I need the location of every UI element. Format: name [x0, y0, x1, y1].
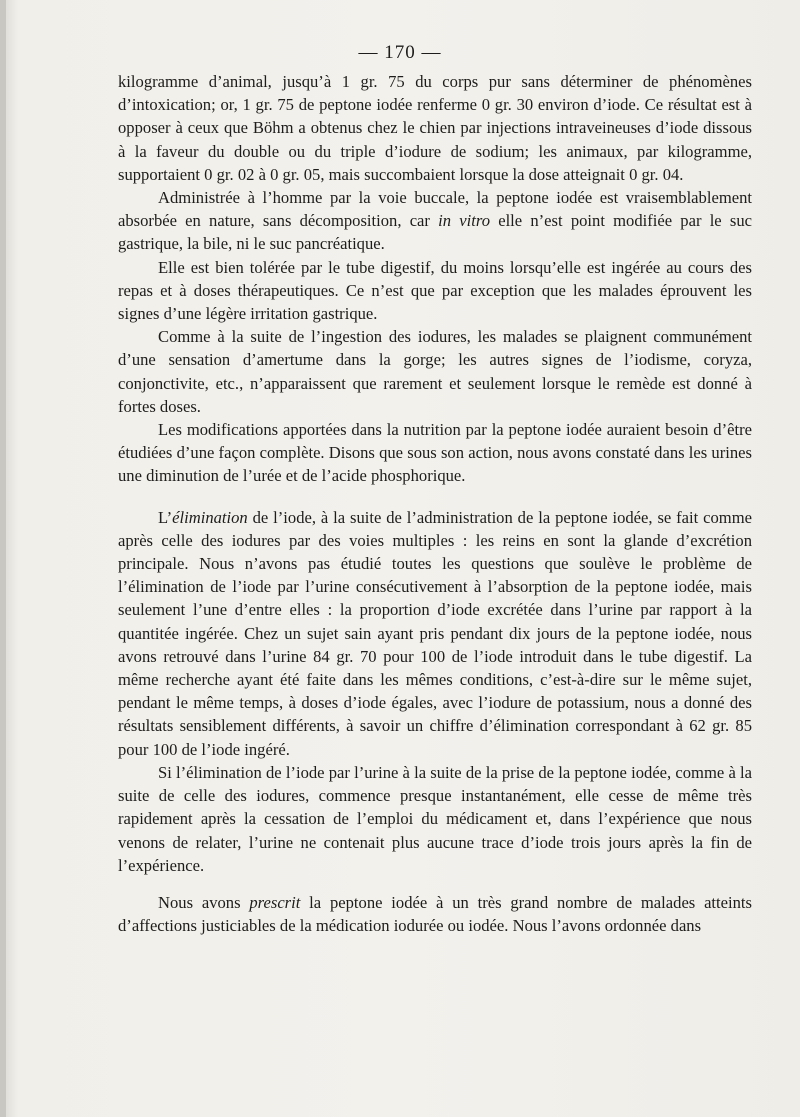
text-run: Comme à la suite de l’ingestion des iodures, les malades se plaignent communément d’une sensation d’amertume dans la gorge; les autres signes de l’iodisme, coryza, conjonctivite, etc., n’apparaissent que rarement et seulement lorsque le remède est donné à fortes doses.: [118, 327, 752, 416]
body-text: [118, 70, 752, 937]
italic-text: prescrit: [249, 892, 301, 912]
text-run: de l’iode, à la suite de l’administration de la peptone iodée, se fait comme après celle des iodures par des voies multiples : les reins en sont la glande d’excrétion principale. Nous n’avons pas étudié toutes les questions que soulève le problème de l’élimination de l’iode par l’urine consécutivement à l’absorption de la peptone iodée, mais seulement l’une d’entre elles : la proportion d’iode excrétée dans l’urine par rapport à la quantitée ingérée. Chez un sujet sain ayant pris pendant dix jours de la peptone iodée, nous avons retrouvé dans l’urine 84 gr. 70 pour 100 de l’iode introduit dans le tube digestif. La même recherche ayant été faite dans les mêmes conditions, c’est-à-dire sur le même sujet, pendant le même temps, à doses d’iode égales, avec l’iodure de potassium, nous a donné des résultats sensiblement différents, à savoir un chiffre d’élimination correspondant à 62 gr. 85 pour 100 de l’iode ingéré.: [118, 507, 752, 759]
text-run: L’: [158, 507, 173, 527]
italic-text: in vitro: [438, 211, 490, 231]
paragraph-p8: [118, 891, 752, 937]
text-run: elle n’est point modifiée par le suc gastrique, la bile, ni le suc pancréatique.: [118, 211, 752, 254]
text-run: Les modifications apportées dans la nutrition par la peptone iodée auraient besoin d’être étudiées d’une façon complète. Disons que sous son action, nous avons constaté dans les urines une diminution de l’urée et de l’acide phosphorique.: [118, 420, 752, 486]
text-run: kilogramme d’animal, jusqu’à 1 gr. 75 du corps pur sans déterminer de phénomènes d’intoxication; or, 1 gr. 75 de peptone iodée renferme 0 gr. 30 environ d’iode. Ce résultat est à opposer à ceux que Böhm a obtenus chez le chien par injections intraveineuses d’iode dissous à la faveur du double ou du triple d’iodure de sodium; les animaux, par kilogramme, supportaient 0 gr. 02 à 0 gr. 05, mais succombaient lorsque la dose atteignait 0 gr. 04.: [118, 72, 752, 184]
text-run: Si l’élimination de l’iode par l’urine à la suite de la prise de la peptone iodée, comme à la suite de celle des iodures, commence presque instantanément, elle cesse de même très rapidement après la cessation de l’emploi du médicament et, dans l’expérience que nous venons de relater, l’urine ne contenait plus aucune trace d’iode trois jours après la fin de l’expérience.: [118, 762, 752, 875]
text-run: Administrée à l’homme par la voie buccale, la peptone iodée est vraisemblablement absorbée en nature, sans décomposition, car: [118, 188, 752, 231]
text-run: Nous avons: [158, 892, 250, 912]
page-edge-shadow: [0, 0, 6, 1117]
paragraph-p1: [118, 70, 752, 186]
text-run: Elle est bien tolérée par le tube digestif, du moins lorsqu’elle est ingérée au cours des repas et à doses thérapeutiques. Ce n’est que par exception que les malades éprouvent les signes d’une légère irritation gastrique.: [118, 257, 752, 324]
paragraph-p5: [118, 418, 752, 488]
paragraph-p4: [118, 325, 752, 418]
text-run: la peptone iodée à un très grand nombre de malades atteints d’affections justiciables de la médication iodurée ou iodée. Nous l’avons ordonnée dans: [118, 892, 752, 936]
paragraph-p3: [118, 256, 752, 326]
paragraph-p7: [118, 761, 752, 877]
page-number: — 170 —: [358, 42, 442, 63]
paragraph-p2: [118, 186, 752, 256]
italic-text: élimination: [172, 507, 248, 527]
paragraph-p6: [118, 506, 752, 761]
